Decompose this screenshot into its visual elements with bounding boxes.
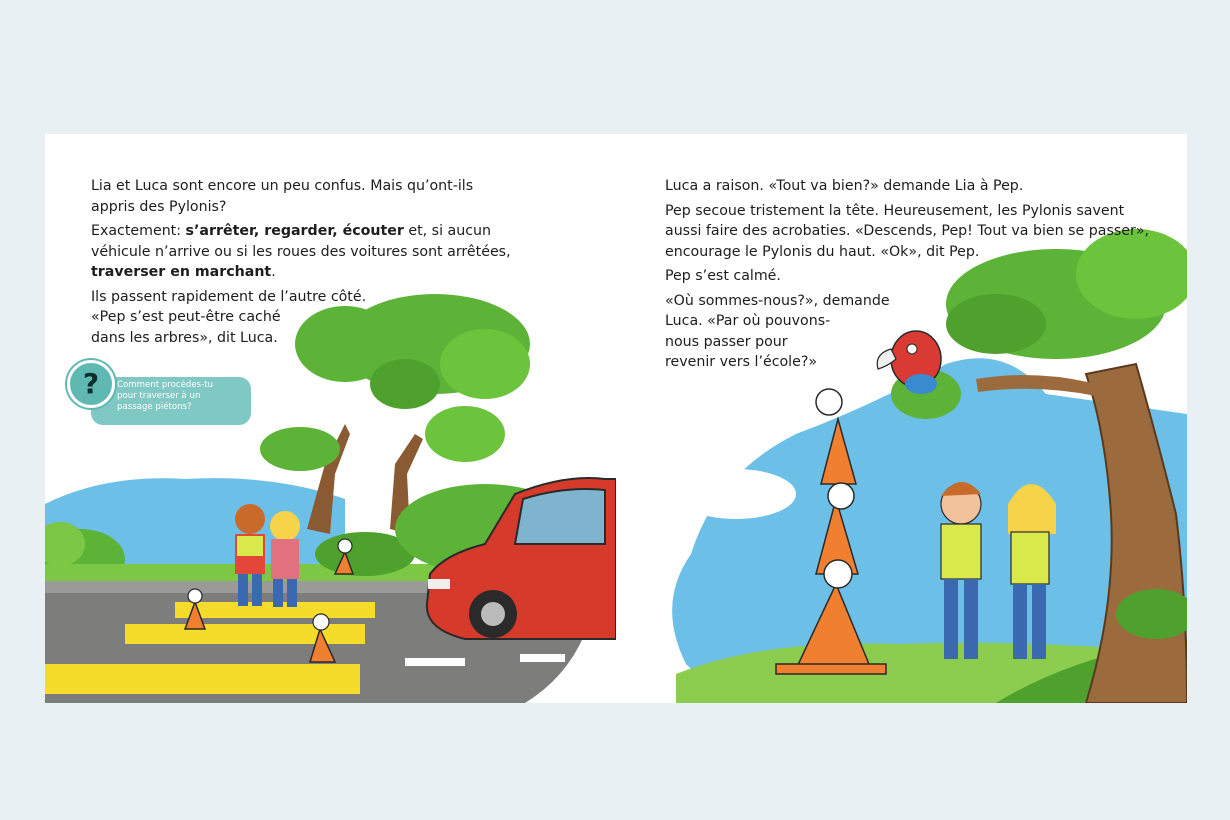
left-paragraph-1: Lia et Luca sont encore un peu confus. Mais qu’ont-ils appris des Pylonis? (91, 178, 474, 215)
p2-bold-walk: traverser en marchant (91, 264, 272, 280)
p2-intro: Exactement: (91, 223, 186, 239)
right-paragraph-2: Pep secoue tristement la tête. Heureusement, les Pylonis savent aussi faire des acrobaties. «Descends, Pep! Tout va bien se passer», encourage le Pylonis du haut. «Ok», dit Pep. (665, 202, 1150, 260)
left-page (45, 134, 616, 703)
p4-line-4: revenir vers l’école?» (665, 354, 818, 370)
right-paragraph-3: Pep s’est calmé. (665, 268, 781, 284)
question-line-3: passage piétons? (117, 402, 192, 412)
right-paragraph-4 (665, 291, 1165, 373)
left-paragraph-3 (91, 287, 521, 349)
right-page (616, 134, 1187, 703)
p4-line-1: «Où sommes-nous?», demande (665, 292, 890, 309)
question-line-2: pour traverser à un (117, 391, 201, 401)
p2-end: . (271, 264, 276, 280)
question-text (117, 380, 247, 413)
right-text-block (665, 176, 1165, 377)
right-paragraph-1: Luca a raison. «Tout va bien?» demande Lia à Pep. (665, 178, 1024, 194)
question-line-1: Comment procèdes-tu (117, 380, 214, 390)
left-paragraph-2 (91, 221, 521, 283)
left-text-block (91, 176, 521, 352)
p2-bold-rule: s’arrêter, regarder, écouter (185, 223, 404, 239)
p3-line-1: Ils passent rapidement de l’autre côté. (91, 288, 367, 305)
p3-line-2: «Pep s’est peut-être caché (91, 309, 281, 325)
question-bubble (67, 360, 257, 428)
p4-line-3: nous passer pour (665, 333, 788, 350)
p4-line-2: Luca. «Par où pouvons- (665, 313, 831, 329)
question-mark-icon: ? (67, 360, 115, 408)
p3-line-3: dans les arbres», dit Luca. (91, 329, 278, 346)
book-spread (45, 134, 1187, 703)
p2-middle: et, si aucun véhicule n’arrive ou si les roues des voitures sont arrêtées, (91, 223, 511, 260)
